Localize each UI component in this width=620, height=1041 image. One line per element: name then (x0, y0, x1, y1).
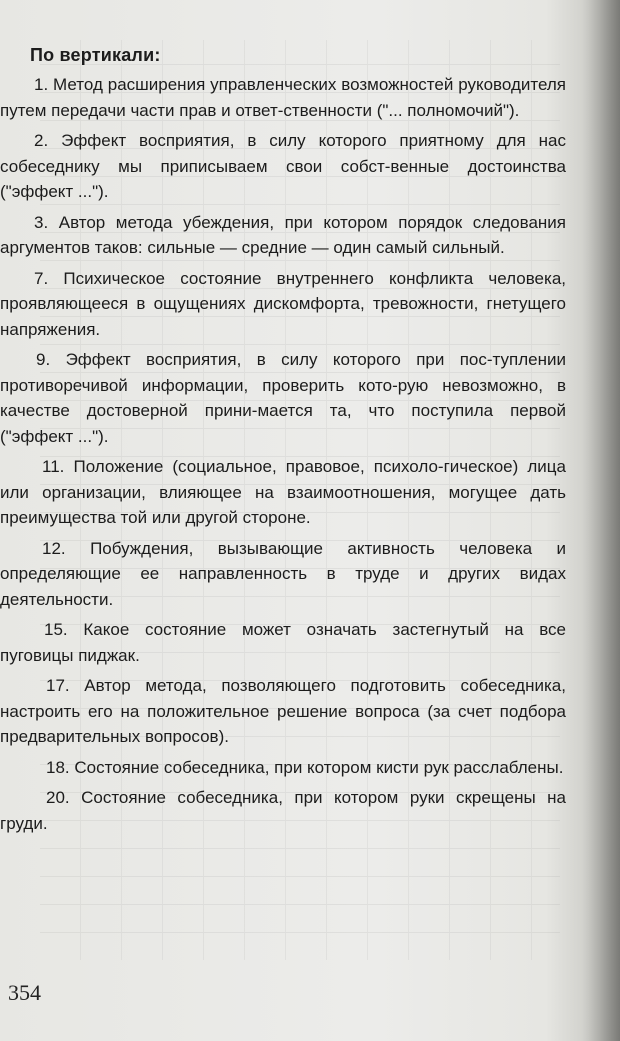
clue-item (0, 72, 566, 123)
clue-number: 15. (44, 620, 68, 639)
clue-text: Эффект восприятия, в силу которого приятному для нас собеседнику мы приписываем свои собст-венные достоинства ("эффект ..."). (0, 131, 566, 201)
clue-text: Положение (социальное, правовое, психоло-гическое) лица или организации, влияющее на взаимоотношения, могущее дать преимущества той или другой стороне. (0, 457, 566, 527)
page-content (0, 44, 566, 841)
clue-number: 17. (46, 676, 70, 695)
clue-text: Побуждения, вызывающие активность человека и определяющие ее направленность в труде и других видах деятельности. (0, 538, 566, 609)
clue-text: Состояние собеседника, при котором кисти рук расслаблены. (74, 757, 564, 777)
clue-number: 2. (34, 131, 49, 150)
clue-item (0, 347, 566, 449)
clue-text: Эффект восприятия, в силу которого при пос-туплении противоречивой информации, проверить кото-рую невозможно, в качестве достоверной прини-мается та, что поступила первой ("эффект ..."). (0, 350, 566, 446)
clue-number: 7. (34, 268, 49, 288)
clue-item (0, 266, 566, 343)
clue-item (0, 128, 566, 205)
clue-item (0, 755, 566, 781)
clue-list (0, 72, 566, 836)
clue-item (0, 454, 566, 531)
clue-number: 9. (36, 350, 51, 369)
clue-text: Автор метода убеждения, при котором порядок следования аргументов таков: сильные — средние — один самый сильный. (0, 212, 566, 257)
clue-item (0, 617, 566, 668)
clue-item (0, 536, 566, 613)
clue-number: 20. (46, 788, 70, 807)
clue-number: 1. (34, 75, 49, 94)
clue-text: Автор метода, позволяющего подготовить собеседника, настроить его на положительное решение вопроса (за счет подбора предварительных вопросов). (0, 676, 566, 746)
clue-text: Состояние собеседника, при котором руки скрещены на груди. (0, 788, 566, 833)
clue-number: 3. (34, 212, 49, 232)
clue-item (0, 785, 566, 836)
clue-number: 18. (46, 757, 70, 777)
clue-text: Метод расширения управленческих возможностей руководителя путем передачи части прав и ответ-ственности ("... полномочий"). (0, 75, 566, 120)
clue-item (0, 673, 566, 750)
clue-number: 11. (42, 457, 65, 476)
clue-text: Какое состояние может означать застегнутый на все пуговицы пиджак. (0, 620, 566, 665)
clue-number: 12. (42, 538, 66, 558)
section-heading: По вертикали: (30, 45, 161, 65)
clue-text: Психическое состояние внутреннего конфликта человека, проявляющееся в ощущениях дискомфорта, тревожности, гнетущего напряжения. (0, 268, 567, 339)
page-number: 354 (8, 980, 41, 1005)
clue-item (0, 210, 566, 261)
gutter-shadow (582, 0, 620, 1041)
